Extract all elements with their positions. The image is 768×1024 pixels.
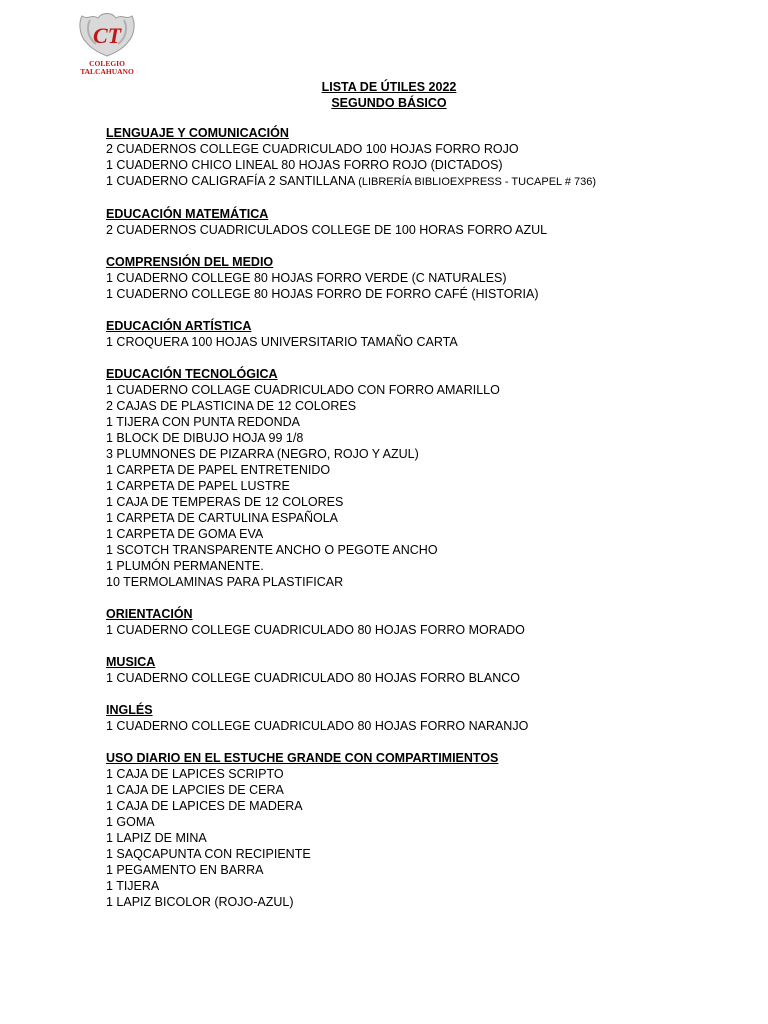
supply-section xyxy=(106,606,746,638)
supply-item-text: 1 PLUMÓN PERMANENTE. xyxy=(106,559,264,573)
supply-section xyxy=(106,206,746,238)
section-heading: USO DIARIO EN EL ESTUCHE GRANDE CON COMPARTIMIENTOS xyxy=(106,751,499,765)
supply-item-text: 1 SAQCAPUNTA CON RECIPIENTE xyxy=(106,847,311,861)
supply-item-text: 1 CARPETA DE CARTULINA ESPAÑOLA xyxy=(106,511,339,525)
supply-item xyxy=(106,830,746,846)
supply-item-text: 1 GOMA xyxy=(106,815,155,829)
supply-item-text: 2 CUADERNOS CUADRICULADOS COLLEGE DE 100 HORAS FORRO AZUL xyxy=(106,223,548,237)
supply-item xyxy=(106,478,746,494)
supply-item xyxy=(106,798,746,814)
supply-item xyxy=(106,446,746,462)
school-logo xyxy=(72,10,142,76)
supply-item-text: 1 CUADERNO COLLEGE CUADRICULADO 80 HOJAS FORRO NARANJO xyxy=(106,719,529,733)
supply-item xyxy=(106,222,746,238)
supply-item-text: 1 CUADERNO CHICO LINEAL 80 HOJAS FORRO ROJO (DICTADOS) xyxy=(106,158,503,172)
supply-item xyxy=(106,157,746,173)
supply-item-text: 1 CUADERNO COLLAGE CUADRICULADO CON FORRO AMARILLO xyxy=(106,383,500,397)
supply-section xyxy=(106,750,746,910)
school-crest-icon xyxy=(72,10,142,60)
section-heading: INGLÉS xyxy=(106,703,153,717)
section-heading: EDUCACIÓN ARTÍSTICA xyxy=(106,319,252,333)
supply-item xyxy=(106,862,746,878)
supply-item-text: 10 TERMOLAMINAS PARA PLASTIFICAR xyxy=(106,575,344,589)
document-title: LISTA DE ÚTILES 2022 xyxy=(321,80,457,94)
supply-item xyxy=(106,766,746,782)
supply-item-text: 1 TIJERA CON PUNTA REDONDA xyxy=(106,415,301,429)
supply-item-text: 2 CAJAS DE PLASTICINA DE 12 COLORES xyxy=(106,399,357,413)
supply-section xyxy=(106,254,746,302)
supply-item xyxy=(106,334,746,350)
supply-item xyxy=(106,286,746,302)
supply-item-text: 1 CUADERNO COLLEGE CUADRICULADO 80 HOJAS FORRO BLANCO xyxy=(106,671,520,685)
section-heading: ORIENTACIÓN xyxy=(106,607,193,621)
supply-item-text: 1 CAJA DE LAPICES DE MADERA xyxy=(106,799,303,813)
document-subtitle: SEGUNDO BÁSICO xyxy=(331,96,447,110)
logo-line-2: TALCAHUANO xyxy=(80,67,134,76)
supply-item-text: 1 TIJERA xyxy=(106,879,160,893)
supply-item xyxy=(106,414,746,430)
document-titles xyxy=(0,79,768,111)
section-heading: LENGUAJE Y COMUNICACIÓN xyxy=(106,126,289,140)
supply-section xyxy=(106,125,746,190)
section-heading: EDUCACIÓN TECNOLÓGICA xyxy=(106,367,278,381)
supply-item-text: 1 CUADERNO COLLEGE CUADRICULADO 80 HOJAS FORRO MORADO xyxy=(106,623,525,637)
supply-item-text: 3 PLUMNONES DE PIZARRA (NEGRO, ROJO Y AZUL) xyxy=(106,447,419,461)
section-heading: MUSICA xyxy=(106,655,156,669)
supply-item xyxy=(106,173,746,190)
supply-item xyxy=(106,398,746,414)
supply-item-text: 1 CUADERNO COLLEGE 80 HOJAS FORRO VERDE (C NATURALES) xyxy=(106,271,507,285)
logo-line-1: COLEGIO xyxy=(89,59,125,68)
supply-item xyxy=(106,542,746,558)
supply-item-text: 1 CAJA DE LAPCIES DE CERA xyxy=(106,783,284,797)
supply-item-text: 1 CARPETA DE PAPEL LUSTRE xyxy=(106,479,290,493)
supply-item-text: 1 CUADERNO CALIGRAFÍA 2 SANTILLANA xyxy=(106,174,355,188)
supply-item-text: 1 CAJA DE LAPICES SCRIPTO xyxy=(106,767,284,781)
supply-item-text: 1 CUADERNO COLLEGE 80 HOJAS FORRO DE FORRO CAFÉ (HISTORIA) xyxy=(106,287,539,301)
supply-list xyxy=(106,125,746,926)
supply-item xyxy=(106,846,746,862)
supply-item-text: 1 LAPIZ DE MINA xyxy=(106,831,207,845)
supply-item-text: 1 BLOCK DE DIBUJO HOJA 99 1/8 xyxy=(106,431,304,445)
supply-item xyxy=(106,574,746,590)
supply-item xyxy=(106,558,746,574)
supply-item xyxy=(106,526,746,542)
supply-item xyxy=(106,782,746,798)
supply-item-text: 1 CAJA DE TEMPERAS DE 12 COLORES xyxy=(106,495,344,509)
supply-item xyxy=(106,622,746,638)
logo-initials: CT xyxy=(92,23,122,48)
supply-item xyxy=(106,670,746,686)
supply-item-text: 2 CUADERNOS COLLEGE CUADRICULADO 100 HOJAS FORRO ROJO xyxy=(106,142,519,156)
supply-item-note: (LIBRERÍA BIBLIOEXPRESS - TUCAPEL # 736) xyxy=(358,176,597,188)
supply-item-text: 1 CARPETA DE PAPEL ENTRETENIDO xyxy=(106,463,331,477)
supply-item-text: 1 CROQUERA 100 HOJAS UNIVERSITARIO TAMAÑO CARTA xyxy=(106,335,458,349)
section-heading: COMPRENSIÓN DEL MEDIO xyxy=(106,255,274,269)
supply-item xyxy=(106,141,746,157)
supply-item xyxy=(106,878,746,894)
supply-item-text: 1 PEGAMENTO EN BARRA xyxy=(106,863,264,877)
supply-item xyxy=(106,270,746,286)
supply-section xyxy=(106,366,746,590)
supply-section xyxy=(106,654,746,686)
supply-item xyxy=(106,494,746,510)
supply-item-text: 1 SCOTCH TRANSPARENTE ANCHO O PEGOTE ANCHO xyxy=(106,543,438,557)
supply-item xyxy=(106,382,746,398)
supply-item xyxy=(106,814,746,830)
section-heading: EDUCACIÓN MATEMÁTICA xyxy=(106,207,269,221)
supply-section xyxy=(106,702,746,734)
supply-item-text: 1 LAPIZ BICOLOR (ROJO-AZUL) xyxy=(106,895,294,909)
supply-item xyxy=(106,510,746,526)
supply-item xyxy=(106,430,746,446)
supply-item xyxy=(106,718,746,734)
supply-section xyxy=(106,318,746,350)
supply-item xyxy=(106,462,746,478)
supply-item-text: 1 CARPETA DE GOMA EVA xyxy=(106,527,264,541)
supply-item xyxy=(106,894,746,910)
